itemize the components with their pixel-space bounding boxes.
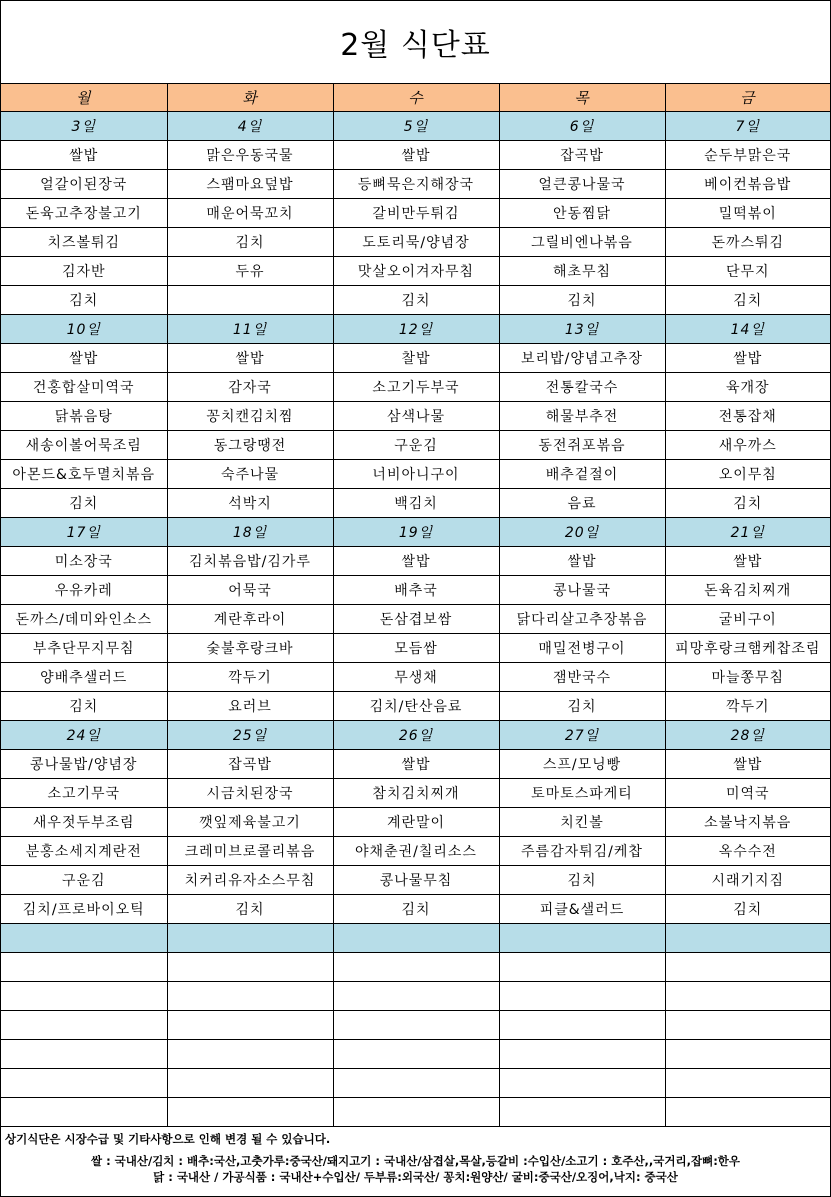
- empty-cell: [499, 1040, 665, 1069]
- empty-cell: [1, 1098, 167, 1127]
- menu-cell: 옥수수전: [665, 837, 830, 866]
- menu-cell: 모듬쌈: [333, 634, 499, 663]
- menu-cell: 맑은우동국물: [167, 141, 333, 170]
- menu-row: [1, 750, 830, 779]
- menu-cell: 참치김치찌개: [333, 779, 499, 808]
- menu-cell: 쌀밥: [499, 547, 665, 576]
- menu-cell: 새우까스: [665, 431, 830, 460]
- empty-cell: [1, 953, 167, 982]
- empty-cell: [333, 1040, 499, 1069]
- weekday-header: 월: [1, 84, 167, 112]
- date-cell: 19일: [333, 518, 499, 547]
- menu-row: [1, 460, 830, 489]
- menu-cell: 베이컨볶음밥: [665, 170, 830, 199]
- menu-cell: 미역국: [665, 779, 830, 808]
- menu-cell: 시래기지짐: [665, 866, 830, 895]
- menu-cell: 돈육김치찌개: [665, 576, 830, 605]
- menu-cell: 김치: [665, 895, 830, 924]
- weekday-header: 목: [499, 84, 665, 112]
- menu-cell: 우유카레: [1, 576, 167, 605]
- menu-cell: 김치/프로바이오틱: [1, 895, 167, 924]
- weekday-header: 수: [333, 84, 499, 112]
- menu-cell: 주름감자튀김/케찹: [499, 837, 665, 866]
- menu-cell: 시금치된장국: [167, 779, 333, 808]
- empty-cell: [499, 982, 665, 1011]
- menu-cell: 찰밥: [333, 344, 499, 373]
- empty-cell: [333, 982, 499, 1011]
- empty-cell: [167, 924, 333, 953]
- menu-cell: 쌀밥: [665, 750, 830, 779]
- empty-cell: [499, 953, 665, 982]
- date-row: [1, 721, 830, 750]
- menu-cell: 무생채: [333, 663, 499, 692]
- menu-cell: 피클&샐러드: [499, 895, 665, 924]
- menu-cell: 새송이볼어묵조림: [1, 431, 167, 460]
- menu-cell: 도토리묵/양념장: [333, 228, 499, 257]
- date-cell: 24일: [1, 721, 167, 750]
- empty-cell: [167, 953, 333, 982]
- menu-cell: 두유: [167, 257, 333, 286]
- menu-cell: 새우젓두부조림: [1, 808, 167, 837]
- date-cell: 28일: [665, 721, 830, 750]
- blank-row: [1, 1040, 830, 1069]
- menu-cell: 김치볶음밥/김가루: [167, 547, 333, 576]
- menu-cell: 단무지: [665, 257, 830, 286]
- menu-cell: 김치: [1, 286, 167, 315]
- date-cell: 10일: [1, 315, 167, 344]
- menu-row: [1, 779, 830, 808]
- date-cell: 13일: [499, 315, 665, 344]
- date-cell: 17일: [1, 518, 167, 547]
- menu-cell: 돈까스/데미와인소스: [1, 605, 167, 634]
- menu-cell: 김치: [499, 692, 665, 721]
- menu-cell: 석박지: [167, 489, 333, 518]
- date-cell: 20일: [499, 518, 665, 547]
- date-cell: 12일: [333, 315, 499, 344]
- menu-cell: 보리밥/양념고추장: [499, 344, 665, 373]
- menu-cell: 아몬드&호두멸치볶음: [1, 460, 167, 489]
- menu-cell: 깍두기: [167, 663, 333, 692]
- menu-row: [1, 808, 830, 837]
- menu-cell: 쌀밥: [665, 547, 830, 576]
- menu-cell: 배추국: [333, 576, 499, 605]
- blank-row: [1, 953, 830, 982]
- menu-cell: 김치: [333, 286, 499, 315]
- weekday-header: 화: [167, 84, 333, 112]
- menu-cell: 치즈볼튀김: [1, 228, 167, 257]
- menu-cell: 스프/모닝빵: [499, 750, 665, 779]
- menu-row: [1, 605, 830, 634]
- menu-cell: 전통칼국수: [499, 373, 665, 402]
- menu-cell: 김치/탄산음료: [333, 692, 499, 721]
- menu-cell: 돈까스튀김: [665, 228, 830, 257]
- blank-row: [1, 1069, 830, 1098]
- menu-cell: 숯불후랑크바: [167, 634, 333, 663]
- menu-cell: 해초무침: [499, 257, 665, 286]
- menu-row: [1, 692, 830, 721]
- empty-cell: [665, 1069, 830, 1098]
- menu-cell: 치커리유자소스무침: [167, 866, 333, 895]
- menu-cell: 잡곡밥: [499, 141, 665, 170]
- menu-cell: 꽁치캔김치찜: [167, 402, 333, 431]
- menu-cell: 치킨볼: [499, 808, 665, 837]
- menu-cell: 얼갈이된장국: [1, 170, 167, 199]
- date-cell: 18일: [167, 518, 333, 547]
- menu-cell: 김치: [499, 286, 665, 315]
- date-cell: 26일: [333, 721, 499, 750]
- menu-cell: 김치: [333, 895, 499, 924]
- origin-line-2: 닭 : 국내산 / 가공식품 : 국내산+수입산/ 두부류:외국산/ 꽁치:원양산/ 굴비:중국산/오징어,낙지: 중국산: [153, 1170, 678, 1184]
- empty-cell: [333, 953, 499, 982]
- empty-cell: [499, 1098, 665, 1127]
- menu-cell: 육개장: [665, 373, 830, 402]
- menu-cell: 토마토스파게티: [499, 779, 665, 808]
- menu-cell: 갈비만두튀김: [333, 199, 499, 228]
- menu-cell: 맛살오이겨자무침: [333, 257, 499, 286]
- date-row: [1, 518, 830, 547]
- empty-cell: [1, 1069, 167, 1098]
- menu-row: [1, 663, 830, 692]
- date-cell: 6일: [499, 112, 665, 141]
- menu-cell: 쌀밥: [1, 344, 167, 373]
- empty-date-row: [1, 924, 830, 953]
- menu-cell: 김치: [499, 866, 665, 895]
- weekday-header: 금: [665, 84, 830, 112]
- menu-row: [1, 228, 830, 257]
- date-cell: 14일: [665, 315, 830, 344]
- empty-cell: [167, 1011, 333, 1040]
- menu-cell: 쌀밥: [1, 141, 167, 170]
- menu-cell: 돈삼겹보쌈: [333, 605, 499, 634]
- empty-cell: [167, 1069, 333, 1098]
- blank-row: [1, 1098, 830, 1127]
- menu-row: [1, 257, 830, 286]
- page-title: 2월 식단표: [1, 1, 830, 84]
- menu-cell: 매밀전병구이: [499, 634, 665, 663]
- menu-cell: 안동찜닭: [499, 199, 665, 228]
- menu-cell: 김치: [167, 895, 333, 924]
- menu-cell: 너비아니구이: [333, 460, 499, 489]
- empty-cell: [665, 982, 830, 1011]
- menu-cell: 잡곡밥: [167, 750, 333, 779]
- blank-row: [1, 982, 830, 1011]
- menu-cell: 분홍소세지계란전: [1, 837, 167, 866]
- menu-cell: 쌀밥: [167, 344, 333, 373]
- date-cell: 21일: [665, 518, 830, 547]
- weekday-header-row: [1, 84, 830, 112]
- empty-cell: [333, 1011, 499, 1040]
- date-cell: 11일: [167, 315, 333, 344]
- menu-cell: 굴비구이: [665, 605, 830, 634]
- menu-cell: 마늘쫑무침: [665, 663, 830, 692]
- menu-cell: 쌀밥: [333, 750, 499, 779]
- menu-cell: 야채춘권/칠리소스: [333, 837, 499, 866]
- menu-row: [1, 866, 830, 895]
- empty-cell: [665, 924, 830, 953]
- menu-cell: 삼색나물: [333, 402, 499, 431]
- menu-cell: 백김치: [333, 489, 499, 518]
- menu-row: [1, 402, 830, 431]
- menu-row: [1, 286, 830, 315]
- menu-cell: 배추겉절이: [499, 460, 665, 489]
- menu-cell: 음료: [499, 489, 665, 518]
- empty-cell: [333, 1098, 499, 1127]
- origin-info: [1, 1149, 830, 1185]
- menu-cell: 깻잎제육불고기: [167, 808, 333, 837]
- menu-cell: 콩나물밥/양념장: [1, 750, 167, 779]
- menu-cell: 김치: [1, 692, 167, 721]
- empty-cell: [499, 924, 665, 953]
- menu-cell: 어묵국: [167, 576, 333, 605]
- menu-cell: 감자국: [167, 373, 333, 402]
- empty-cell: [1, 982, 167, 1011]
- menu-cell: 잼반국수: [499, 663, 665, 692]
- menu-cell: 쌀밥: [665, 344, 830, 373]
- menu-cell: 구운김: [1, 866, 167, 895]
- menu-cell: 미소장국: [1, 547, 167, 576]
- menu-cell: 소고기무국: [1, 779, 167, 808]
- empty-cell: [665, 1098, 830, 1127]
- menu-cell: 김치: [1, 489, 167, 518]
- menu-row: [1, 837, 830, 866]
- blank-row: [1, 1011, 830, 1040]
- empty-cell: [665, 1011, 830, 1040]
- menu-cell: 그릴비엔나볶음: [499, 228, 665, 257]
- menu-cell: 크레미브로콜리볶음: [167, 837, 333, 866]
- date-cell: 5일: [333, 112, 499, 141]
- empty-cell: [333, 1069, 499, 1098]
- menu-cell: 부추단무지무침: [1, 634, 167, 663]
- empty-cell: [665, 1040, 830, 1069]
- menu-cell: 얼큰콩나물국: [499, 170, 665, 199]
- menu-cell: 콩나물국: [499, 576, 665, 605]
- menu-cell: 김자반: [1, 257, 167, 286]
- menu-cell: 콩나물무침: [333, 866, 499, 895]
- date-cell: 27일: [499, 721, 665, 750]
- menu-cell: 계란후라이: [167, 605, 333, 634]
- date-cell: 4일: [167, 112, 333, 141]
- origin-line-1: 쌀 : 국내산/김치 : 배추:국산,고춧가루:중국산/돼지고기 : 국내산/삼겹살,목살,등갈비 :수입산/소고기 : 호주산,,국거리,잡뼈:한우: [90, 1154, 741, 1168]
- menu-cell: 소불낙지볶음: [665, 808, 830, 837]
- date-cell: 7일: [665, 112, 830, 141]
- empty-cell: [333, 924, 499, 953]
- menu-cell: 양배추샐러드: [1, 663, 167, 692]
- menu-row: [1, 431, 830, 460]
- menu-cell: 요러브: [167, 692, 333, 721]
- menu-row: [1, 547, 830, 576]
- empty-cell: [499, 1011, 665, 1040]
- menu-cell: 동전쥐포볶음: [499, 431, 665, 460]
- menu-cell: 동그랑땡전: [167, 431, 333, 460]
- menu-cell: 건홍합살미역국: [1, 373, 167, 402]
- menu-cell: 해물부추전: [499, 402, 665, 431]
- menu-cell: 스팸마요덮밥: [167, 170, 333, 199]
- empty-cell: [167, 1040, 333, 1069]
- menu-row: [1, 576, 830, 605]
- menu-row: [1, 373, 830, 402]
- menu-cell: 매운어묵꼬치: [167, 199, 333, 228]
- menu-table-body: [1, 84, 830, 1127]
- menu-table: [1, 84, 830, 1127]
- date-row: [1, 112, 830, 141]
- menu-cell: 숙주나물: [167, 460, 333, 489]
- menu-row: [1, 634, 830, 663]
- date-row: [1, 315, 830, 344]
- menu-cell: 닭다리살고추장볶음: [499, 605, 665, 634]
- menu-cell: 쌀밥: [333, 547, 499, 576]
- menu-cell: 등뼈묵은지해장국: [333, 170, 499, 199]
- menu-cell: 깍두기: [665, 692, 830, 721]
- menu-cell: 전통잡채: [665, 402, 830, 431]
- menu-cell: 밀떡볶이: [665, 199, 830, 228]
- menu-cell: 구운김: [333, 431, 499, 460]
- menu-cell: 돈육고추장불고기: [1, 199, 167, 228]
- menu-cell: 김치: [167, 228, 333, 257]
- menu-cell: 소고기두부국: [333, 373, 499, 402]
- menu-row: [1, 170, 830, 199]
- empty-cell: [499, 1069, 665, 1098]
- empty-cell: [167, 1098, 333, 1127]
- menu-row: [1, 199, 830, 228]
- menu-cell: [167, 286, 333, 315]
- menu-row: [1, 489, 830, 518]
- menu-cell: 김치: [665, 489, 830, 518]
- change-notice: 상기식단은 시장수급 및 기타사항으로 인해 변경 될 수 있습니다.: [5, 1132, 331, 1146]
- empty-cell: [1, 924, 167, 953]
- menu-cell: 순두부맑은국: [665, 141, 830, 170]
- menu-row: [1, 895, 830, 924]
- empty-cell: [167, 982, 333, 1011]
- menu-cell: 닭볶음탕: [1, 402, 167, 431]
- menu-row: [1, 344, 830, 373]
- menu-cell: 김치: [665, 286, 830, 315]
- empty-cell: [665, 953, 830, 982]
- date-cell: 3일: [1, 112, 167, 141]
- empty-cell: [1, 1040, 167, 1069]
- empty-cell: [1, 1011, 167, 1040]
- menu-cell: 쌀밥: [333, 141, 499, 170]
- menu-cell: 피망후랑크햄케찹조림: [665, 634, 830, 663]
- menu-row: [1, 141, 830, 170]
- menu-cell: 계란말이: [333, 808, 499, 837]
- notes: [1, 1127, 830, 1185]
- date-cell: 25일: [167, 721, 333, 750]
- menu-cell: 오이무침: [665, 460, 830, 489]
